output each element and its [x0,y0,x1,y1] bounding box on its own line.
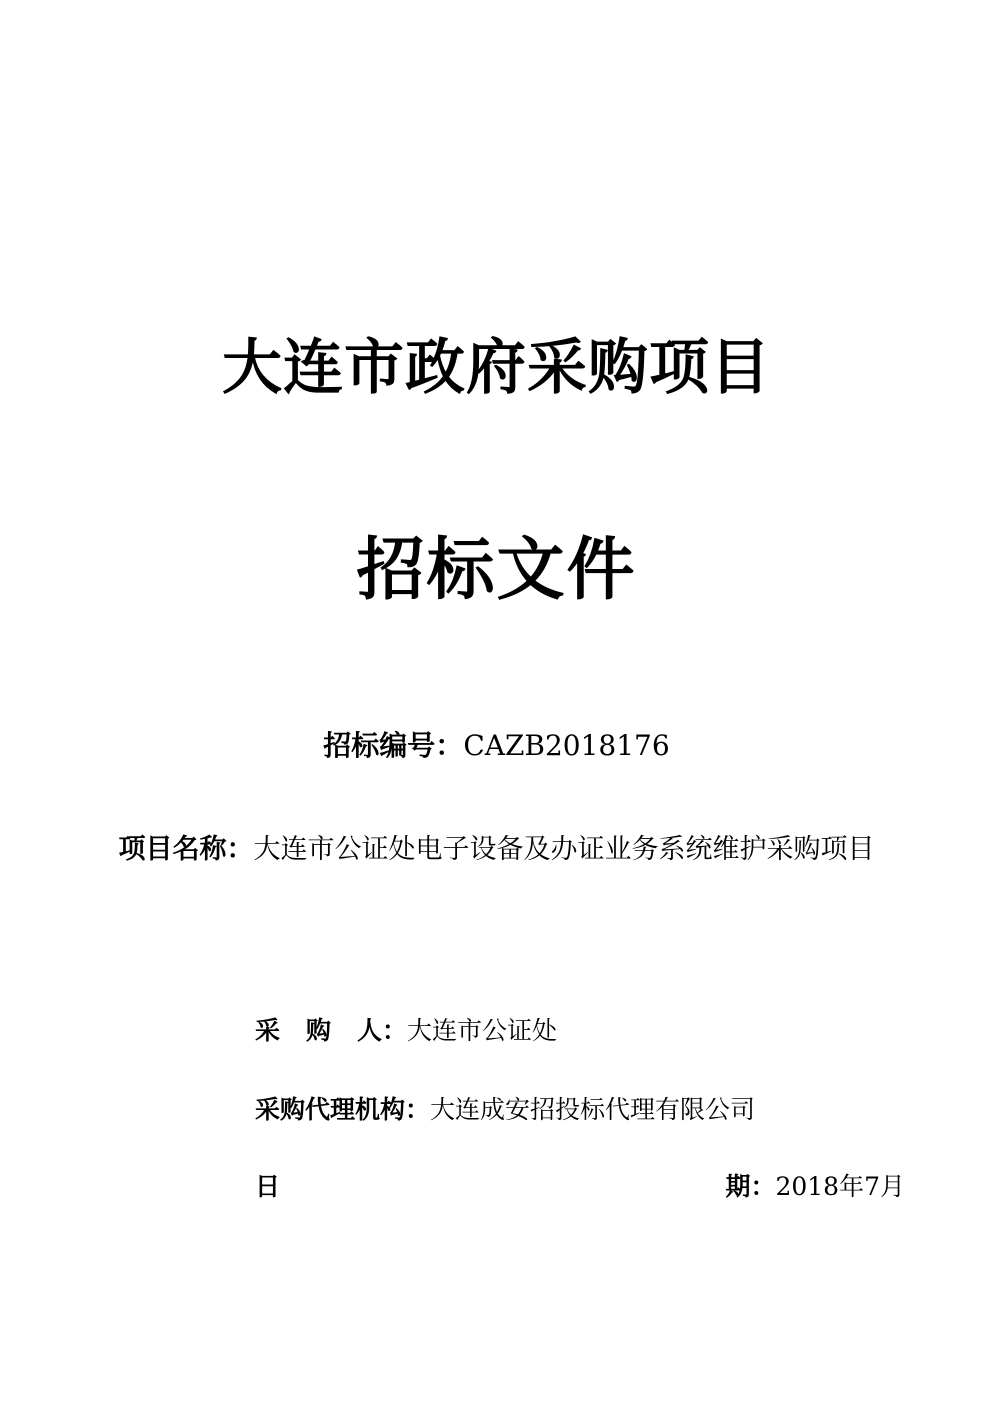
bid-number-value: CAZB2018176 [463,729,670,762]
agency-label: 采购代理机构： [255,1095,431,1124]
date-value-group [725,1170,905,1204]
document-subtitle: 招标文件 [356,530,637,610]
bid-number-line [0,728,993,764]
project-name-label: 项目名称： [118,834,254,865]
bid-number-label: 招标编号： [323,729,464,762]
purchaser-label-char-2: 购 [306,1016,332,1045]
agency-value: 大连成安招投标代理有限公司 [430,1095,756,1124]
document-title: 大连市政府采购项目 [222,333,771,403]
purchaser-label-char-1: 采 [255,1016,281,1045]
purchaser-value: 大连市公证处 [407,1016,558,1045]
project-name-value: 大连市公证处电子设备及办证业务系统维护采购项目 [253,834,875,865]
agency-line [255,1093,755,1127]
purchaser-label-char-3: 人： [357,1016,408,1045]
purchaser-line [255,1014,557,1048]
project-name-line [0,832,993,868]
date-label-char-1: 日 [255,1172,281,1201]
date-value: 2018年7月 [775,1172,905,1201]
date-label-char-2: 期： [725,1172,776,1201]
